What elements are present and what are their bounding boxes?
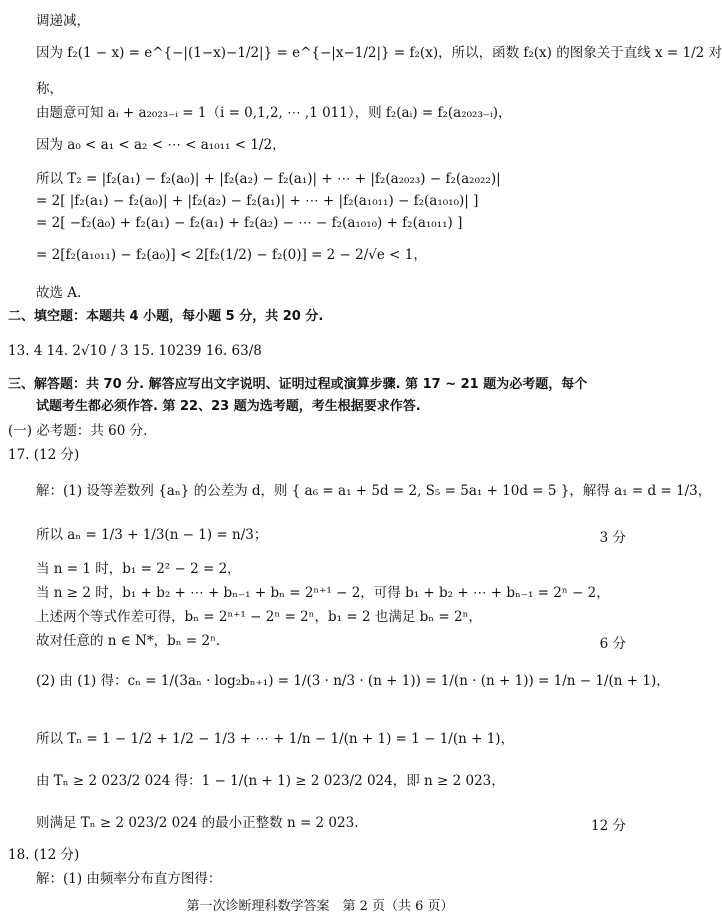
text-line: 解：(1) 设等差数列 {aₙ} 的公差为 d，则 { a₆ = a₁ + 5d = 2, S₅ = 5a₁ + 10d = 5 }，解得 a₁ = d = 1/3， [36, 483, 712, 499]
text-line: (一) 必考题：共 60 分. [8, 423, 148, 439]
text-line: 由 Tₙ ≥ 2 023/2 024 得：1 − 1/(n + 1) ≥ 2 023/2 024，即 n ≥ 2 023， [36, 773, 505, 789]
text-line: (2) 由 (1) 得：cₙ = 1/(3aₙ · log₂bₙ₊₁) = 1/(3 · n/3 · (n + 1)) = 1/(n · (n + 1)) = 1/n − 1/(n + 1)， [36, 673, 670, 689]
text-line: = 2[ −f₂(a₀) + f₂(a₁) − f₂(a₁) + f₂(a₂) − ⋯ − f₂(a₁₀₁₀) + f₂(a₁₀₁₁) ] [36, 215, 463, 231]
text-line: 因为 a₀ < a₁ < a₂ < ⋯ < a₁₀₁₁ < 1/2， [36, 137, 286, 153]
text-line: = 2[ |f₂(a₁) − f₂(a₀)| + |f₂(a₂) − f₂(a₁)| + ⋯ + |f₂(a₁₀₁₁) − f₂(a₁₀₁₀)| ] [36, 193, 479, 209]
score-mark: 12 分 [591, 818, 626, 834]
text-line: 故选 A. [36, 285, 82, 301]
score-mark: 6 分 [599, 636, 626, 652]
text-line: 称， [36, 81, 63, 97]
text-line: 由题意可知 aᵢ + a₂₀₂₃₋ᵢ = 1（i = 0,1,2, ⋯ ,1 011），则 f₂(aᵢ) = f₂(a₂₀₂₃₋ᵢ)， [36, 105, 512, 121]
text-line: 二、填空题：本题共 4 小题，每小题 5 分，共 20 分. [8, 309, 324, 324]
text-line: 18. (12 分) [8, 847, 80, 863]
text-line: 当 n ≥ 2 时，b₁ + b₂ + ⋯ + bₙ₋₁ + bₙ = 2ⁿ⁺¹ − 2，可得 b₁ + b₂ + ⋯ + bₙ₋₁ = 2ⁿ − 2， [36, 585, 610, 601]
text-line: 所以 T₂ = |f₂(a₁) − f₂(a₀)| + |f₂(a₂) − f₂(a₁)| + ⋯ + |f₂(a₂₀₂₃) − f₂(a₂₀₂₂)| [36, 171, 501, 187]
text-line: 因为 f₂(1 − x) = e^{−|(1−x)−1/2|} = e^{−|x−1/2|} = f₂(x)，所以，函数 f₂(x) 的图象关于直线 x = 1/2 对 [36, 45, 722, 61]
text-line: 试题考生都必须作答. 第 22、23 题为选考题，考生根据要求作答. [36, 399, 421, 414]
text-line: 故对任意的 n ∈ N*，bₙ = 2ⁿ. [36, 633, 221, 649]
text-line: = 2[f₂(a₁₀₁₁) − f₂(a₀)] < 2[f₂(1/2) − f₂(0)] = 2 − 2/√e < 1， [36, 247, 427, 263]
text-line: 上述两个等式作差可得，bₙ = 2ⁿ⁺¹ − 2ⁿ = 2ⁿ，b₁ = 2 也满足 bₙ = 2ⁿ， [36, 609, 482, 625]
text-line: 解：(1) 由频率分布直方图得： [36, 871, 222, 887]
text-line: 17. (12 分) [8, 447, 80, 463]
text-line: 则满足 Tₙ ≥ 2 023/2 024 的最小正整数 n = 2 023. [36, 815, 359, 831]
text-line: 调递减， [36, 13, 90, 29]
text-line: 三、解答题：共 70 分. 解答应写出文字说明、证明过程或演算步骤. 第 17 ~ 21 题为必考题，每个 [8, 377, 588, 392]
text-line: 所以 aₙ = 1/3 + 1/3(n − 1) = n/3； [36, 527, 268, 543]
score-mark: 3 分 [599, 530, 626, 546]
text-line: 当 n = 1 时，b₁ = 2² − 2 = 2， [36, 561, 241, 577]
text-line: 所以 Tₙ = 1 − 1/2 + 1/2 − 1/3 + ⋯ + 1/n − 1/(n + 1) = 1 − 1/(n + 1)， [36, 731, 515, 747]
page-footer: 第一次诊断理科数学答案 第 2 页（共 6 页） [186, 899, 454, 914]
text-line: 13. 4 14. 2√10 / 3 15. 10239 16. 63/8 [8, 343, 262, 359]
